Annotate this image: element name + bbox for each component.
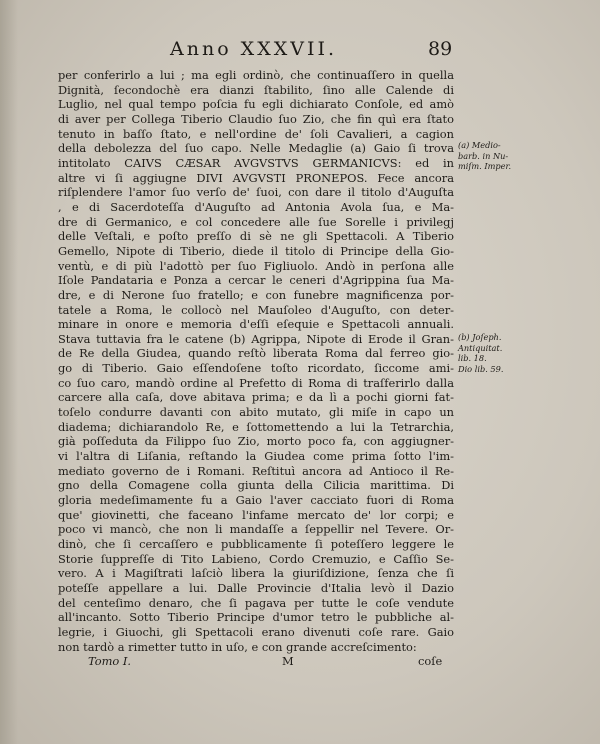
text-line: Dignità, ſecondochè era dianzi ſtabilito, ſino alle Calende di	[58, 82, 454, 97]
text-line: Luglio, nel qual tempo poſcia fu egli dichiarato Conſole, ed amò	[58, 97, 454, 112]
text-line: minare in onore e memoria d'eſſi eſequie e Spettacoli annuali.	[58, 317, 454, 332]
text-line: riſplendere l'amor ſuo verſo de' ſuoi, con dare il titolo d'Auguſta	[58, 185, 454, 200]
text-line: dinò, che ſi cercaſſero e pubblicamente ſi poteſſero leggere le	[58, 537, 454, 551]
text-line: que' giovinetti, che faceano l'infame mercato de' lor corpi; e	[58, 507, 454, 522]
text-line: mediato governo de i Romani. Reſtituì ancora ad Antioco il Re-	[58, 463, 454, 478]
body-text	[58, 68, 454, 654]
margin-note-line: (b) Joſeph.	[458, 332, 502, 342]
text-line: go di Tiberio. Gaio eſſendoſene toſto ricordato, ſiccome ami-	[58, 361, 454, 376]
text-line: Stava tuttavia fra le catene (b) Agrippa, Nipote di Erode il Gran-	[58, 331, 454, 346]
page-number: 89	[428, 38, 453, 60]
margin-note-a	[458, 140, 548, 172]
text-line: tenuto in baſſo ſtato, e nell'ordine de' ſoli Cavalieri, a cagion	[58, 126, 454, 141]
volume-label: Tomo I.	[88, 654, 131, 668]
text-line: dre di Germanico, e col concedere alle ſue Sorelle i privilegj	[58, 214, 454, 229]
text-line: non tardò a rimetter tutto in uſo, e con grande accreſcimento:	[58, 639, 417, 654]
text-line: carcere alla caſa, dove abitava prima; e da lì a pochi giorni fat-	[58, 390, 454, 405]
text-line: vero. A i Magiſtrati laſciò libera la giuriſdizione, ſenza che ſi	[58, 566, 454, 581]
margin-note-line: Antiquitat.	[458, 342, 503, 353]
text-line: Iſole Pandataria e Ponza a cercar le ceneri d'Agrippina ſua Ma-	[58, 273, 454, 288]
text-line: tatele a Roma, le collocò nel Mauſoleo d'Auguſto, con deter-	[58, 302, 454, 317]
text-line: del centeſimo denaro, che ſi pagava per tutte le coſe vendute	[58, 595, 454, 610]
page-footer	[0, 654, 600, 670]
text-line: all'incanto. Sotto Tiberio Principe d'umor tetro le pubbliche al-	[58, 610, 454, 625]
text-line: della debolezza del ſuo capo. Nelle Medaglie (a) Gaio ſi trova	[58, 141, 454, 156]
margin-note-line: Dio lib. 59.	[458, 363, 504, 374]
text-line: poco vi mancò, che non li mandaſſe a ſeppellir nel Tevere. Or-	[58, 522, 454, 537]
text-line: toſelo condurre davanti con abito mutato, gli miſe in capo un	[58, 405, 454, 420]
margin-note-line: miſm. Imper.	[458, 161, 512, 172]
text-line: gno della Comagene colla giunta della Cilicia marittima. Di	[58, 478, 454, 493]
margin-note-line: lib. 18.	[458, 353, 487, 364]
text-line: di aver per Collega Tiberio Claudio ſuo Zio, che fin quì era ſtato	[58, 111, 454, 126]
signature-mark: M	[282, 654, 294, 668]
text-line: ventù, e di più l'adottò per ſuo Figliuolo. Andò in perſona alle	[58, 258, 454, 273]
catchword: coſe	[418, 654, 443, 668]
text-line: diadema; dichiarandolo Re, e ſottomettendo a lui la Tetrarchia,	[58, 419, 454, 434]
text-line: co ſuo caro, mandò ordine al Prefetto di Roma di traſferirlo dalla	[58, 375, 454, 390]
margin-note-line: barb. in Nu-	[458, 150, 509, 161]
margin-note-b	[458, 332, 548, 374]
text-line: Storie ſuppreſſe di Tito Labieno, Cordo Cremuzio, e Caſſio Se-	[58, 551, 454, 566]
text-line: delle Veſtali, e poſto preſſo di sè ne gli Spettacoli. A Tiberio	[58, 229, 454, 244]
text-line: per conferirlo a lui ; ma egli ordinò, che continuaſſero in quella	[58, 68, 454, 82]
text-line: Gemello, Nipote di Tiberio, diede il titolo di Principe della Gio-	[58, 243, 454, 258]
running-title: Anno XXXVII.	[170, 38, 338, 60]
page-header	[0, 38, 600, 62]
text-line: poteſſe appellare a lui. Dalle Provincie d'Italia levò il Dazio	[58, 580, 454, 595]
page-edge-shadow	[0, 0, 18, 744]
text-line: intitolato CAIVS CÆSAR AVGVSTVS GERMANICVS: ed in	[58, 155, 454, 170]
text-line: gloria medeſimamente fu a Gaio l'aver cacciato fuori di Roma	[58, 493, 454, 508]
text-line: vi l'altra di Liſania, reſtando la Giudea come prima ſotto l'im-	[58, 449, 454, 464]
text-line: de Re della Giudea, quando reſtò liberata Roma dal ferreo gio-	[58, 346, 454, 361]
text-line: già poſſeduta da Filippo ſuo Zio, morto poco fa, con aggiugner-	[58, 434, 454, 449]
text-line: legrie, i Giuochi, gli Spettacoli erano divenuti coſe rare. Gaio	[58, 624, 454, 639]
text-line: altre vi ſi aggiugne DIVI AVGVSTI PRONEPOS. Fece ancora	[58, 170, 454, 185]
text-line: , e di Sacerdoteſſa d'Auguſto ad Antonia Avola ſua, e Ma-	[58, 199, 454, 214]
margin-note-line: (a) Medio-	[458, 140, 501, 150]
text-line: dre, e di Nerone ſuo fratello; e con funebre magnificenza por-	[58, 287, 454, 302]
